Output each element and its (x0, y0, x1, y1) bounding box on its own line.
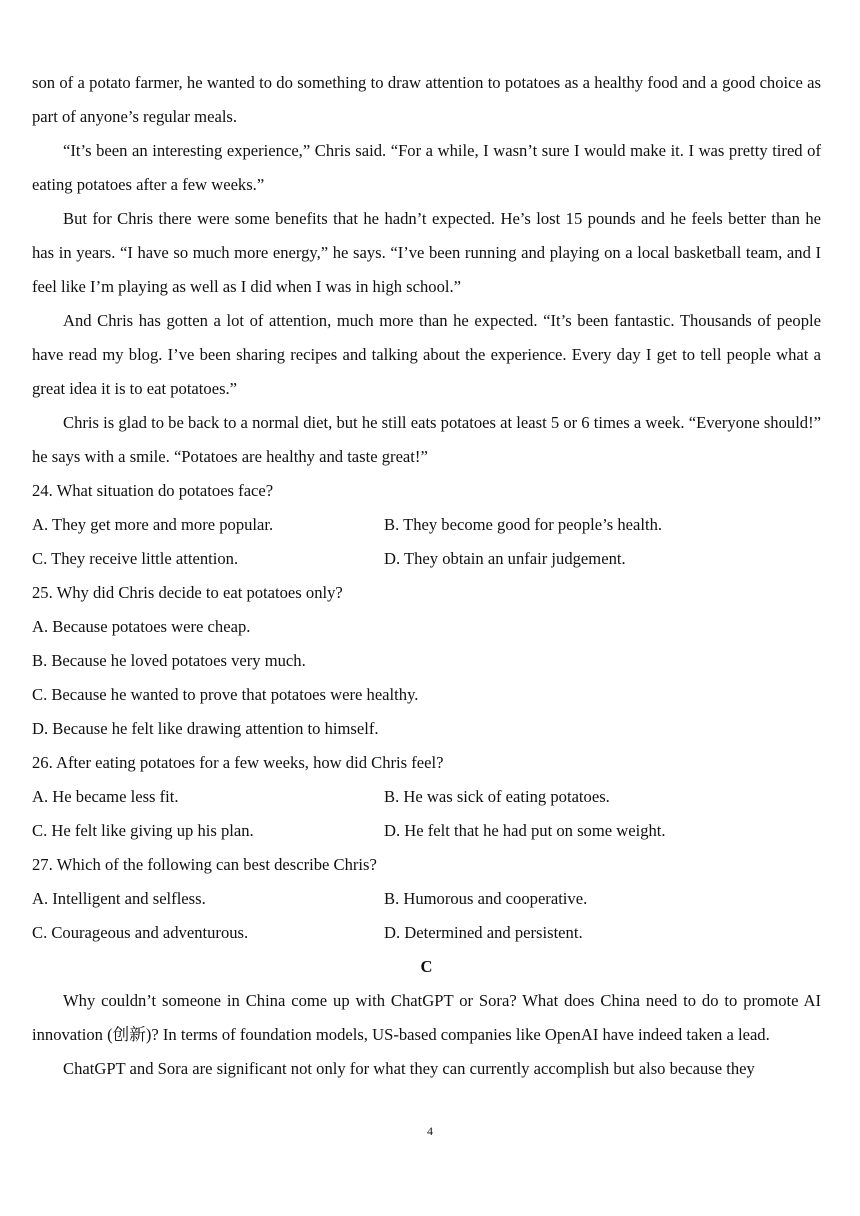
option-c: C. They receive little attention. (32, 549, 239, 568)
option-d: D. Because he felt like drawing attention to himself. (32, 719, 379, 738)
option-c: C. He felt like giving up his plan. (32, 821, 254, 840)
passage-paragraph: Chris is glad to be back to a normal diet, but he still eats potatoes at least 5 or 6 times a week. “Everyone should!” he says with a smile. “Potatoes are healthy and taste great!” (32, 413, 821, 466)
option-a: A. Because potatoes were cheap. (32, 617, 251, 636)
option-d: D. They obtain an unfair judgement. (384, 549, 626, 568)
option-a: A. They get more and more popular. (32, 515, 274, 534)
question-24-stem: 24. What situation do potatoes face? (32, 481, 274, 500)
question-27-options-row-1 (32, 882, 821, 916)
passage-paragraph: “It’s been an interesting experience,” Chris said. “For a while, I wasn’t sure I would make it. I was pretty tired of eating potatoes after a few weeks.” (32, 141, 821, 194)
passage-paragraph: son of a potato farmer, he wanted to do something to draw attention to potatoes as a healthy food and a good choice as part of anyone’s regular meals. (32, 73, 821, 126)
passage-paragraph: But for Chris there were some benefits that he hadn’t expected. He’s lost 15 pounds and he feels better than he has in years. “I have so much more energy,” he says. “I’ve been running and playing on a local basketball team, and I feel like I’m playing as well as I did when I was in high school.” (32, 209, 821, 296)
option-c: C. Courageous and adventurous. (32, 923, 249, 942)
option-b: B. He was sick of eating potatoes. (384, 787, 610, 806)
section-heading: C (420, 957, 433, 976)
question-24-options-row-2 (32, 542, 821, 576)
question-26-options-row-2 (32, 814, 821, 848)
question-26-options-row-1 (32, 780, 821, 814)
option-c: C. Because he wanted to prove that potatoes were healthy. (32, 685, 419, 704)
passage-paragraph: And Chris has gotten a lot of attention, much more than he expected. “It’s been fantastic. Thousands of people have read my blog. I’ve been sharing recipes and talking about the experience. Every day I get to tell people what a great idea it is to eat potatoes.” (32, 311, 821, 398)
question-27-options-row-2 (32, 916, 821, 950)
option-b: B. They become good for people’s health. (384, 515, 663, 534)
document-page (32, 66, 821, 1086)
question-26-stem: 26. After eating potatoes for a few weeks, how did Chris feel? (32, 753, 444, 772)
option-b: B. Humorous and cooperative. (384, 889, 588, 908)
option-a: A. Intelligent and selfless. (32, 889, 206, 908)
option-b: B. Because he loved potatoes very much. (32, 651, 306, 670)
option-d: D. Determined and persistent. (384, 923, 583, 942)
question-24-options-row-1 (32, 508, 821, 542)
question-27-stem: 27. Which of the following can best describe Chris? (32, 855, 377, 874)
page-number: 4 (427, 1124, 433, 1138)
option-a: A. He became less fit. (32, 787, 179, 806)
question-25-stem: 25. Why did Chris decide to eat potatoes only? (32, 583, 343, 602)
passage-paragraph: ChatGPT and Sora are significant not only for what they can currently accomplish but also because they (63, 1059, 755, 1078)
passage-paragraph: Why couldn’t someone in China come up with ChatGPT or Sora? What does China need to do to promote AI innovation (创新)? In terms of foundation models, US-based companies like OpenAI have indeed taken a lead. (32, 991, 821, 1044)
option-d: D. He felt that he had put on some weight. (384, 821, 666, 840)
